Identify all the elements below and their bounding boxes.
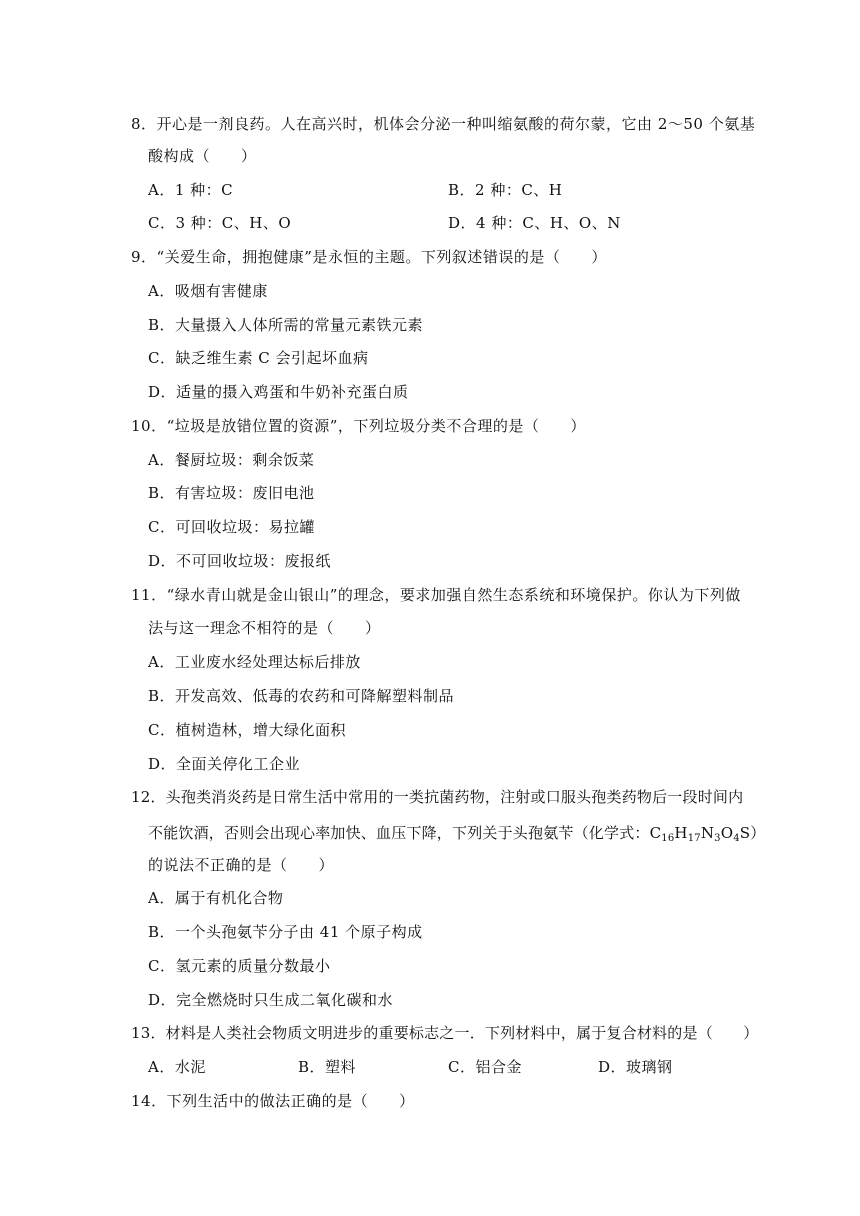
q12-stem-line-3: 的说法不正确的是（ ） xyxy=(148,856,335,874)
q11-option-c: C．植树造林，增大绿化面积 xyxy=(148,721,346,739)
q14-stem: 14．下列生活中的做法正确的是（ ） xyxy=(131,1092,415,1110)
q8-option-c: C．3 种：C、H、O xyxy=(148,214,292,232)
q12-option-d: D．完全燃烧时只生成二氧化碳和水 xyxy=(148,991,394,1009)
q10-option-b: B．有害垃圾：废旧电池 xyxy=(148,484,315,502)
q12-stem-line-1: 12．头孢类消炎药是日常生活中常用的一类抗菌药物，注射或口服头孢类药物后一段时间内 xyxy=(131,788,744,806)
q8-option-d: D．4 种：C、H、O、N xyxy=(448,214,621,232)
q9-option-b: B．大量摄入人体所需的常量元素铁元素 xyxy=(148,316,424,334)
q13-stem: 13．材料是人类社会物质文明进步的重要标志之一．下列材料中，属于复合材料的是（ ） xyxy=(131,1024,759,1042)
q8-stem-line-1: 8．开心是一剂良药。人在高兴时，机体会分泌一种叫缩氨酸的荷尔蒙，它由 2～50 个氨基 xyxy=(131,115,756,133)
q8-option-a: A．1 种：C xyxy=(148,181,234,199)
q12-option-c: C．氢元素的质量分数最小 xyxy=(148,957,331,975)
q10-option-c: C．可回收垃圾：易拉罐 xyxy=(148,518,315,536)
q12-option-b: B．一个头孢氨苄分子由 41 个原子构成 xyxy=(148,923,423,941)
q9-option-a: A．吸烟有害健康 xyxy=(148,282,268,300)
q12-option-a: A．属于有机化合物 xyxy=(148,889,284,907)
q11-option-b: B．开发高效、低毒的农药和可降解塑料制品 xyxy=(148,687,455,705)
q13-option-a: A．水泥 xyxy=(148,1058,206,1076)
q13-option-c: C．铝合金 xyxy=(448,1058,522,1076)
q8-stem-line-2: 酸构成（ ） xyxy=(148,147,257,165)
q10-option-a: A．餐厨垃圾：剩余饭菜 xyxy=(148,451,315,469)
q13-option-d: D．玻璃钢 xyxy=(598,1058,673,1076)
q11-option-a: A．工业废水经处理达标后排放 xyxy=(148,653,361,671)
q11-option-d: D．全面关停化工企业 xyxy=(148,755,301,773)
q9-option-c: C．缺乏维生素 C 会引起坏血病 xyxy=(148,349,369,367)
q9-option-d: D．适量的摄入鸡蛋和牛奶补充蛋白质 xyxy=(148,383,409,401)
q12-stem-line-2 xyxy=(148,823,765,843)
q11-stem-line-1: 11．“绿水青山就是金山银山”的理念，要求加强自然生态系统和环境保护。你认为下列做 xyxy=(131,586,741,604)
q10-option-d: D．不可回收垃圾：废报纸 xyxy=(148,552,332,570)
cephalexin-formula: $C_{16}H_{17}N_3O_4S$） xyxy=(649,824,766,844)
q9-stem: 9．“关爱生命，拥抱健康”是永恒的主题。下列叙述错误的是（ ） xyxy=(131,248,607,266)
q11-stem-line-2: 法与这一理念不相符的是（ ） xyxy=(148,619,381,637)
q10-stem: 10．“垃圾是放错位置的资源”，下列垃圾分类不合理的是（ ） xyxy=(131,417,586,435)
q13-option-b: B．塑料 xyxy=(298,1058,357,1076)
q12-stem-line-2-text: 不能饮酒，否则会出现心率加快、血压下降，下列关于头孢氨苄（化学式： xyxy=(148,824,650,842)
q8-option-b: B．2 种：C、H xyxy=(448,181,563,199)
